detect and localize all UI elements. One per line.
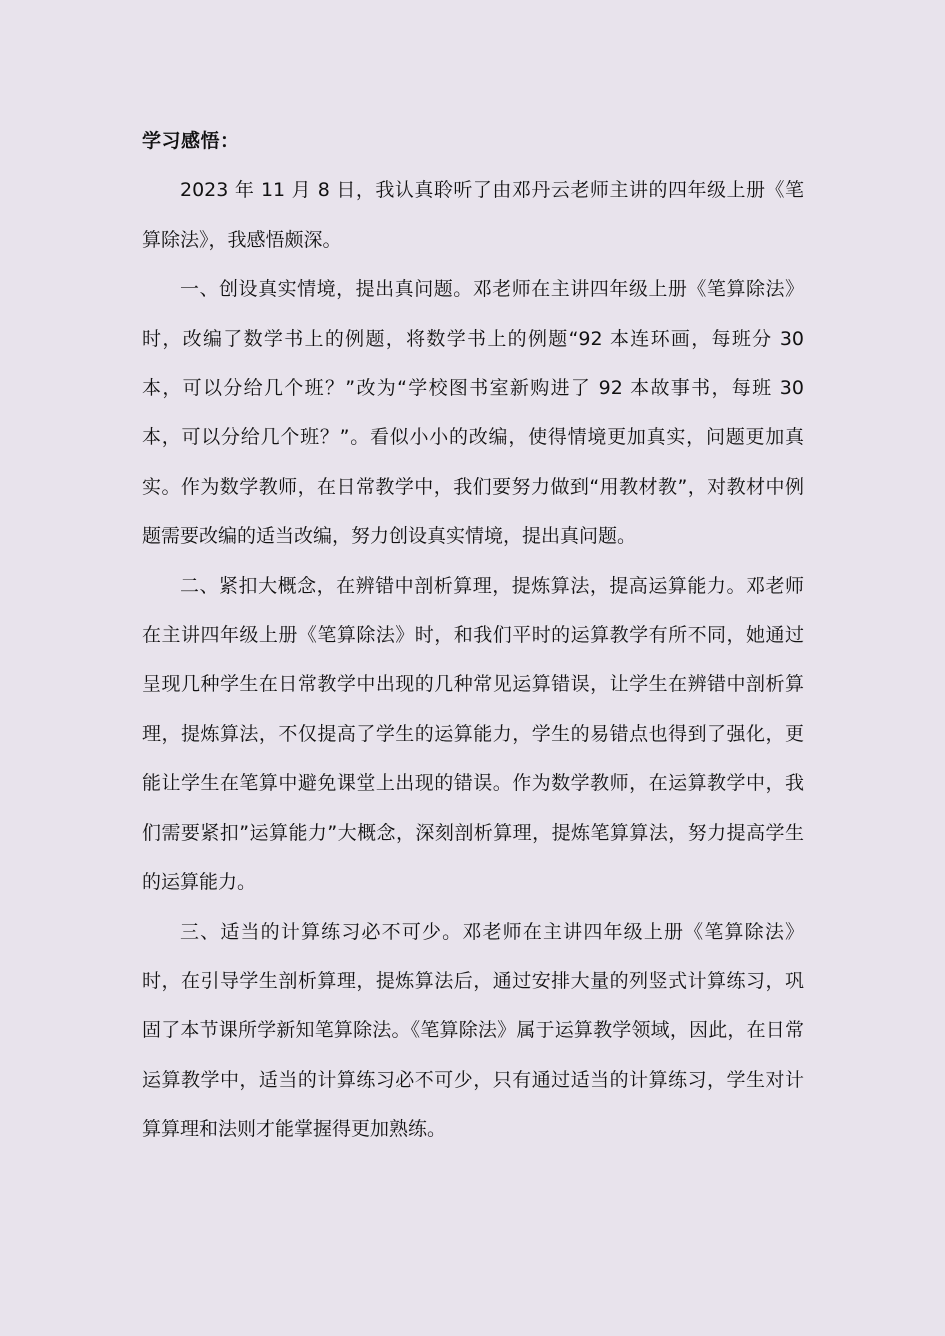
section-heading: 学习感悟： (142, 130, 240, 152)
paragraph-intro: 2023 年 11 月 8 日，我认真聆听了由邓丹云老师主讲的四年级上册《笔算除法》，我感悟颇深。 (142, 179, 804, 251)
paragraph-point-three: 三、适当的计算练习必不可少。邓老师在主讲四年级上册《笔算除法》时，在引导学生剖析算理，提炼算法后，通过安排大量的列竖式计算练习，巩固了本节课所学新知笔算除法。《笔算除法》属于运算教学领域，因此，在日常运算教学中，适当的计算练习必不可少，只有通过适当的计算练习，学生对计算算理和法则才能掌握得更加熟练。 (142, 920, 804, 1141)
paragraph-point-two: 二、紧扣大概念，在辨错中剖析算理，提炼算法，提高运算能力。邓老师在主讲四年级上册《笔算除法》时，和我们平时的运算教学有所不同，她通过呈现几种学生在日常教学中出现的几种常见运算错误，让学生在辨错中剖析算理，提炼算法，不仅提高了学生的运算能力，学生的易错点也得到了强化，更能让学生在笔算中避免课堂上出现的错误。作为数学教师，在运算教学中，我们需要紧扣”运算能力”大概念，深刻剖析算理，提炼笔算算法，努力提高学生的运算能力。 (142, 574, 804, 894)
document-body (142, 117, 804, 1155)
paragraph-point-one: 一、创设真实情境，提出真问题。邓老师在主讲四年级上册《笔算除法》时，改编了数学书上的例题，将数学书上的例题“92 本连环画，每班分 30 本，可以分给几个班？”改为“学校图书室新购进了 92 本故事书，每班 30 本，可以分给几个班？”。看似小小的改编，使得情境更加真实，问题更加真实。作为数学教师，在日常教学中，我们要努力做到“用教材教”，对教材中例题需要改编的适当改编，努力创设真实情境，提出真问题。 (142, 278, 804, 548)
